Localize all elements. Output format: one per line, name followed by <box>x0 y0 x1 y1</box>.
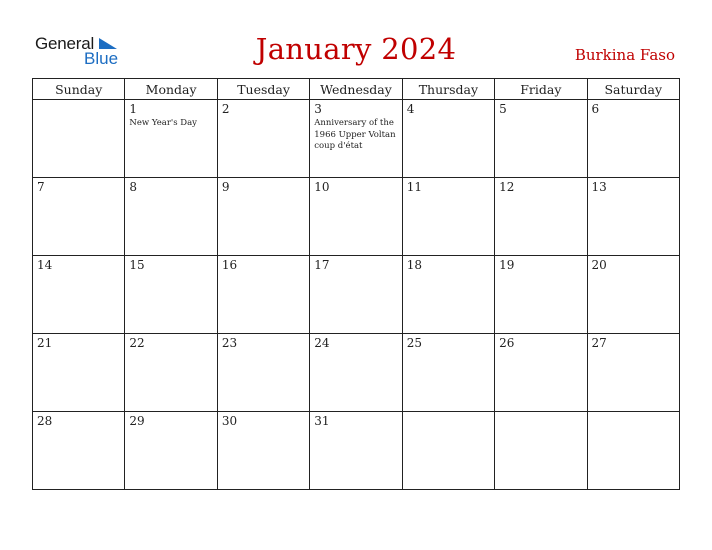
day-cell <box>402 178 494 256</box>
day-number: 18 <box>406 258 422 272</box>
day-number: 1 <box>129 102 138 116</box>
day-cell <box>33 334 125 412</box>
day-cell <box>495 334 587 412</box>
week-row <box>33 100 680 178</box>
day-number: 30 <box>221 414 238 428</box>
day-number: 10 <box>314 180 330 194</box>
holiday-label: New Year's Day <box>129 118 197 128</box>
day-cell <box>310 412 402 490</box>
day-cell <box>310 100 402 178</box>
weekday-header: Wednesday <box>310 79 402 100</box>
day-cell <box>217 100 309 178</box>
day-number: 29 <box>129 414 145 428</box>
day-cell <box>125 100 217 178</box>
weekday-header: Saturday <box>587 79 679 100</box>
day-cell <box>587 178 679 256</box>
day-number <box>495 412 586 414</box>
day-number: 26 <box>499 336 515 350</box>
day-number: 31 <box>314 414 330 428</box>
day-cell <box>402 412 494 490</box>
weekday-header: Thursday <box>402 79 494 100</box>
day-cell <box>402 100 494 178</box>
day-number: 22 <box>129 336 145 350</box>
day-number: 7 <box>37 180 45 194</box>
day-number: 5 <box>499 102 507 116</box>
day-cell <box>125 178 217 256</box>
day-number: 6 <box>591 102 600 116</box>
day-number <box>588 412 679 414</box>
logo-text-blue: Blue <box>84 49 119 68</box>
day-number: 2 <box>221 102 230 116</box>
week-row <box>33 178 680 256</box>
day-cell <box>217 256 309 334</box>
day-cell <box>402 256 494 334</box>
weekday-header: Tuesday <box>217 79 309 100</box>
day-cell <box>217 334 309 412</box>
day-cell <box>125 334 217 412</box>
day-number: 19 <box>499 258 515 272</box>
day-number: 15 <box>129 258 145 272</box>
day-number: 4 <box>406 102 415 116</box>
day-number <box>33 100 124 102</box>
day-number <box>403 412 494 414</box>
day-number: 28 <box>37 414 53 428</box>
day-number: 20 <box>591 258 607 272</box>
day-cell <box>310 334 402 412</box>
page-title: January 2024 <box>255 32 457 66</box>
week-row <box>33 334 680 412</box>
week-row <box>33 256 680 334</box>
day-number: 14 <box>37 258 53 272</box>
day-cell <box>495 256 587 334</box>
country-name: Burkina Faso <box>574 46 675 64</box>
day-number: 9 <box>221 180 230 194</box>
day-cell <box>587 412 679 490</box>
day-number: 16 <box>221 258 238 272</box>
day-number: 3 <box>314 102 322 116</box>
holiday-label: Anniversary of the 1966 Upper Voltan coup d'état <box>314 118 396 151</box>
day-cell <box>402 334 494 412</box>
calendar-grid <box>32 78 680 490</box>
logo-text-general: General <box>35 34 95 53</box>
day-number: 11 <box>406 180 422 194</box>
day-cell <box>33 256 125 334</box>
day-cell <box>495 178 587 256</box>
weekday-header: Sunday <box>33 79 125 100</box>
day-number: 13 <box>591 180 607 194</box>
day-number: 17 <box>314 258 330 272</box>
day-cell <box>33 412 125 490</box>
weekday-header: Monday <box>125 79 217 100</box>
day-number: 25 <box>406 336 422 350</box>
day-number: 23 <box>221 336 238 350</box>
day-cell <box>587 256 679 334</box>
day-cell <box>125 412 217 490</box>
weekday-header: Friday <box>495 79 587 100</box>
day-cell <box>33 178 125 256</box>
day-cell <box>587 100 679 178</box>
day-number: 8 <box>129 180 138 194</box>
day-cell <box>33 100 125 178</box>
day-cell <box>310 256 402 334</box>
day-cell <box>310 178 402 256</box>
day-cell <box>587 334 679 412</box>
day-number: 21 <box>37 336 53 350</box>
day-cell <box>125 256 217 334</box>
day-cell <box>495 412 587 490</box>
day-cell <box>217 412 309 490</box>
day-number: 24 <box>314 336 330 350</box>
day-number: 12 <box>499 180 515 194</box>
day-cell <box>217 178 309 256</box>
week-row <box>33 412 680 490</box>
weekday-header-row <box>33 79 680 100</box>
day-number: 27 <box>591 336 607 350</box>
day-cell <box>495 100 587 178</box>
